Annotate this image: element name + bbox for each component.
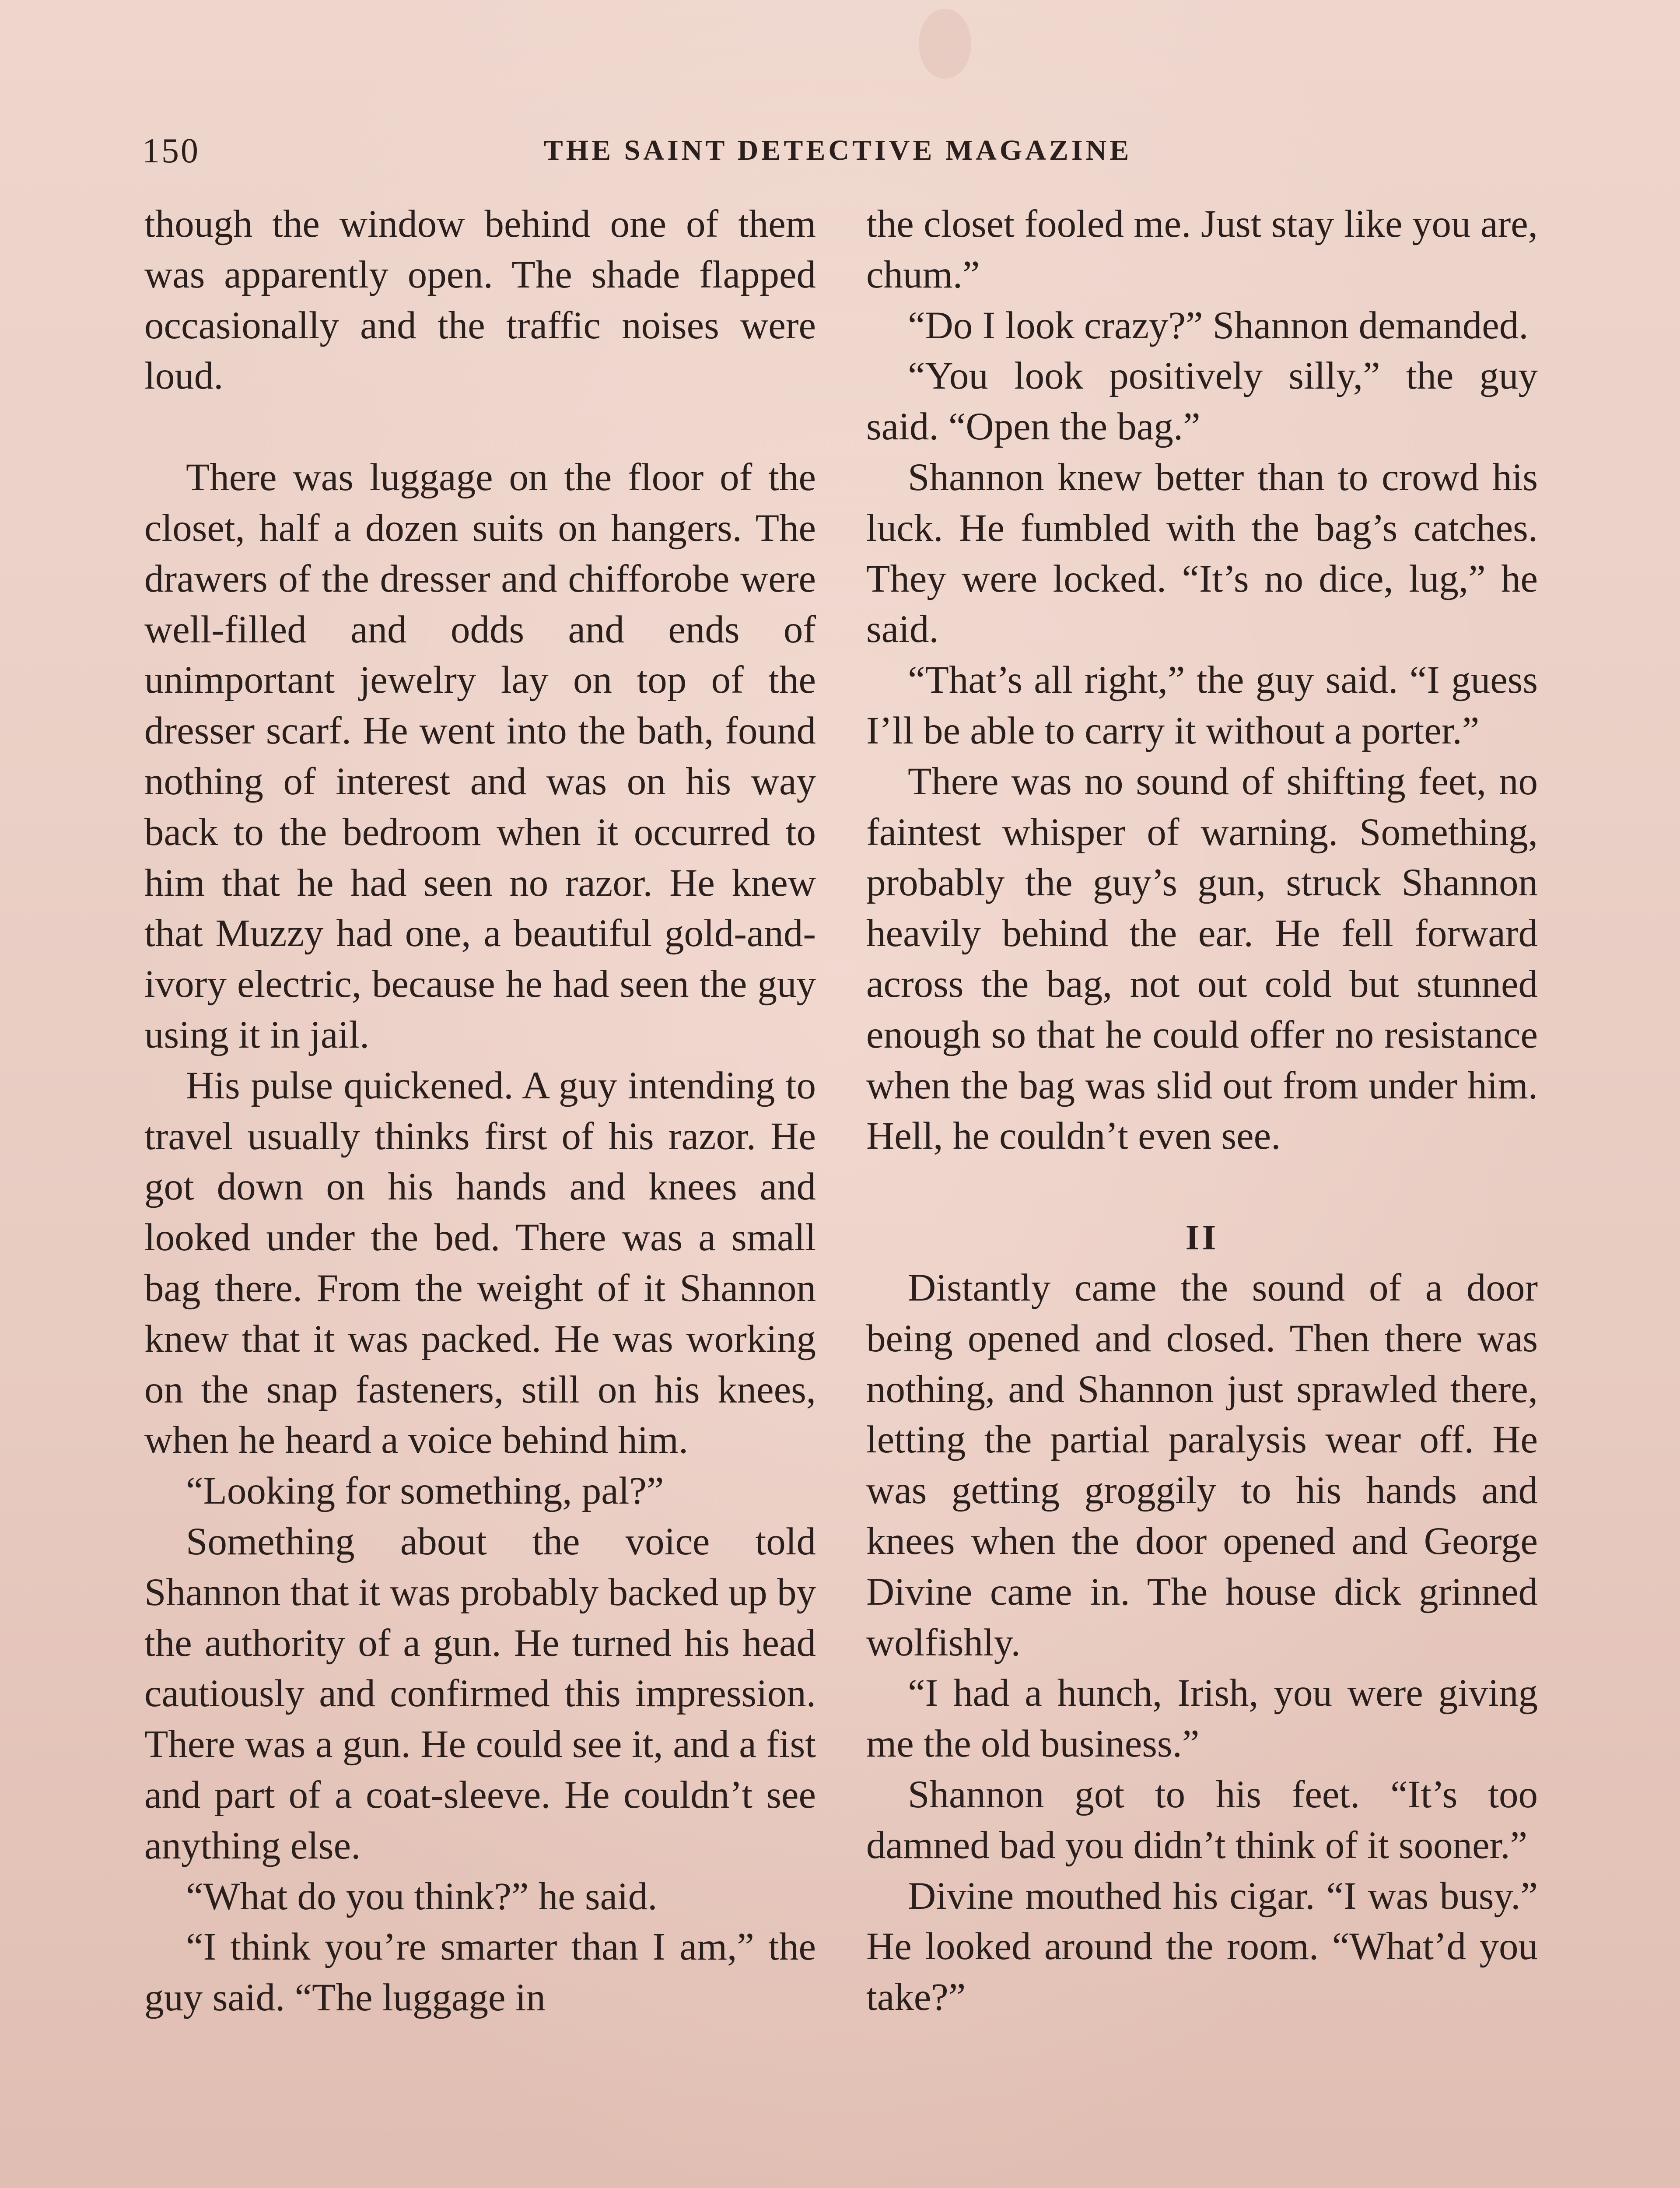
- paragraph: the closet fooled me. Just stay like you are, chum.”: [866, 203, 1538, 296]
- paragraph: “I had a hunch, Irish, you were giving me the old business.”: [866, 1672, 1538, 1766]
- running-title: THE SAINT DETECTIVE MAGAZINE: [543, 134, 1132, 166]
- paragraph: “Do I look crazy?” Shannon demanded.: [908, 304, 1529, 347]
- page-header: [142, 131, 1533, 184]
- paragraph: Shannon got to his feet. “It’s too damned bad you didn’t think of it sooner.”: [866, 1773, 1538, 1867]
- right-column: [866, 199, 1538, 2023]
- paragraph: There was luggage on the floor of the closet, half a dozen suits on hangers. The drawers of the dresser and chifforobe were well-filled and odds and ends of unimportant jewelry lay on top of the dresser scarf. He went into the bath, found nothing of interest and was on his way back to the bedroom when it occurred to him that he had seen no razor. He knew that Muzzy had one, a beautiful gold-and-ivory electric, because he had seen the guy using it in jail.: [144, 456, 816, 1056]
- paragraph: “That’s all right,” the guy said. “I guess I’ll be able to carry it without a porter.”: [866, 659, 1538, 752]
- paragraph: Something about the voice told Shannon that it was probably backed up by the authority of a gun. He turned his head cautiously and confirmed this impression. There was a gun. He could see it, and a fist and part of a coat-sleeve. He couldn’t see anything else.: [144, 1520, 816, 1867]
- paragraph: There was no sound of shifting feet, no faintest whisper of warning. Something, probably the guy’s gun, struck Shannon heavily behind the ear. He fell forward across the bag, not out cold but stunned enough so that he could offer no resistance when the bag was slid out from under him. Hell, he couldn’t even see.: [866, 760, 1538, 1158]
- paragraph: Distantly came the sound of a door being opened and closed. Then there was nothing, and Shannon just sprawled there, letting the partial paralysis wear off. He was getting groggily to his hands and knees when the door opened and George Divine came in. The house dick grinned wolfishly.: [866, 1266, 1538, 1664]
- paragraph: “Looking for something, pal?”: [186, 1469, 664, 1513]
- page-number: 150: [142, 132, 200, 170]
- paragraph: “You look positively silly,” the guy said. “Open the bag.”: [866, 354, 1538, 449]
- paper-stain: [919, 9, 971, 79]
- paragraph: His pulse quickened. A guy intending to travel usually thinks first of his razor. He got down on his hands and knees and looked under the bed. There was a small bag there. From the weight of it Shannon knew that it was packed. He was working on the snap fasteners, still on his knees, when he heard a voice behind him.: [144, 1064, 816, 1462]
- section-heading: II: [1185, 1217, 1219, 1258]
- paragraph: Divine mouthed his cigar. “I was busy.” He looked around the room. “What’d you take?”: [866, 1874, 1538, 2019]
- left-column: [144, 199, 816, 2023]
- paragraph: though the window behind one of them was apparently open. The shade flapped occasionally and the traffic noises were loud.: [144, 203, 816, 398]
- paragraph: “I think you’re smarter than I am,” the guy said. “The luggage in: [144, 1925, 816, 2020]
- paragraph: Shannon knew better than to crowd his luck. He fumbled with the bag’s catches. They were locked. “It’s no dice, lug,” he said.: [866, 456, 1538, 651]
- paragraph: “What do you think?” he said.: [186, 1875, 658, 1918]
